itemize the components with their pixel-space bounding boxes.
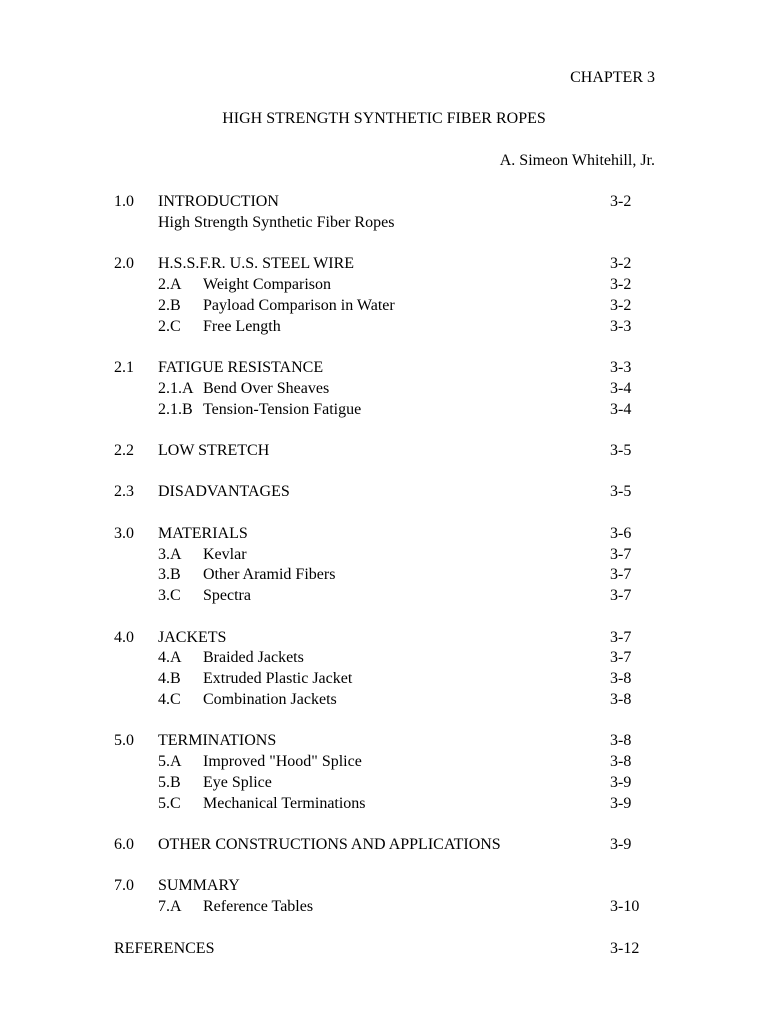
section-title: LOW STRETCH: [158, 441, 270, 459]
item-title: Tension-Tension Fatigue: [203, 400, 362, 418]
toc-item: [0, 897, 768, 918]
toc-item: [0, 752, 768, 773]
item-number: 5.B: [158, 773, 181, 791]
item-number: 2.B: [158, 296, 181, 314]
item-title: Weight Comparison: [203, 275, 332, 293]
toc-item: [0, 400, 768, 421]
item-title: Bend Over Sheaves: [203, 379, 330, 397]
page-number: 3-6: [610, 524, 632, 542]
section-number: 5.0: [114, 732, 134, 750]
section-title: INTRODUCTION: [158, 193, 279, 210]
toc-item: [0, 794, 768, 815]
page-number: 3-4: [610, 379, 632, 397]
page-number: 3-4: [610, 400, 632, 418]
item-number: 2.C: [158, 317, 181, 335]
page-number: 3-8: [610, 670, 632, 688]
item-title: Combination Jackets: [203, 690, 337, 708]
page-number: 3-8: [610, 732, 632, 750]
item-number: 3.B: [158, 566, 181, 584]
section-number: 1.0: [114, 193, 134, 210]
toc-section-2-1: [0, 358, 768, 379]
table-of-contents: [0, 192, 768, 959]
item-title: Payload Comparison in Water: [203, 296, 395, 314]
section-number: 6.0: [114, 836, 134, 854]
toc-item: [0, 275, 768, 296]
item-title: Free Length: [203, 317, 281, 335]
toc-item: [0, 317, 768, 338]
item-title: Reference Tables: [203, 898, 314, 916]
toc-section-7-0: [0, 876, 768, 897]
toc-section-1-0: [0, 192, 768, 213]
references-title: REFERENCES: [114, 939, 215, 957]
toc-section-2-0: [0, 254, 768, 275]
item-title: Spectra: [203, 587, 251, 605]
section-number: 4.0: [114, 628, 134, 646]
item-title: Extruded Plastic Jacket: [203, 670, 353, 688]
item-title: Braided Jackets: [203, 649, 304, 667]
toc-item: [0, 586, 768, 607]
section-number: 2.0: [114, 255, 134, 273]
item-number: 5.A: [158, 753, 182, 771]
page-number: 3-2: [610, 193, 632, 210]
page-number: 3-7: [610, 545, 632, 563]
item-number: 5.C: [158, 794, 181, 812]
section-title: DISADVANTAGES: [158, 483, 290, 501]
toc-section-3-0: [0, 524, 768, 545]
section-title: SUMMARY: [158, 877, 240, 895]
item-number: 2.1.B: [158, 400, 193, 418]
item-number: 3.A: [158, 545, 182, 563]
item-number: 4.A: [158, 649, 182, 667]
page-number: 3-3: [610, 358, 632, 376]
page-number: 3-9: [610, 794, 632, 812]
section-subtitle: High Strength Synthetic Fiber Ropes: [158, 213, 395, 231]
item-title: Mechanical Terminations: [203, 794, 366, 812]
item-number: 4.B: [158, 670, 181, 688]
toc-item: [0, 545, 768, 566]
page-number: 3-12: [610, 939, 640, 957]
section-number: 7.0: [114, 877, 134, 895]
page-number: 3-2: [610, 275, 632, 293]
section-title: TERMINATIONS: [158, 732, 277, 750]
page-number: 3-8: [610, 753, 632, 771]
section-title: H.S.S.F.R. U.S. STEEL WIRE: [158, 255, 355, 273]
section-title: FATIGUE RESISTANCE: [158, 358, 324, 376]
page-number: 3-7: [610, 649, 632, 667]
toc-item: [0, 379, 768, 400]
page-number: 3-10: [610, 898, 640, 916]
toc-section-2-3: [0, 482, 768, 503]
page-number: 3-5: [610, 441, 632, 459]
toc-item: [0, 773, 768, 794]
chapter-label: CHAPTER 3: [570, 69, 655, 86]
section-number: 2.3: [114, 483, 134, 501]
section-number: 3.0: [114, 524, 134, 542]
page-number: 3-9: [610, 773, 632, 791]
toc-section-6-0: [0, 835, 768, 856]
item-number: 2.A: [158, 275, 182, 293]
section-title: JACKETS: [158, 628, 227, 646]
page-number: 3-8: [610, 690, 632, 708]
document-title: HIGH STRENGTH SYNTHETIC FIBER ROPES: [222, 110, 546, 127]
item-number: 3.C: [158, 587, 181, 605]
page-number: 3-3: [610, 317, 632, 335]
page-number: 3-9: [610, 836, 632, 854]
section-number: 2.1: [114, 358, 134, 376]
section-title: MATERIALS: [158, 524, 248, 542]
toc-section-2-2: [0, 441, 768, 462]
toc-section-4-0: [0, 628, 768, 649]
item-title: Improved "Hood" Splice: [203, 753, 362, 771]
toc-item: [0, 690, 768, 711]
page-number: 3-7: [610, 566, 632, 584]
page-number: 3-7: [610, 628, 632, 646]
page-number: 3-7: [610, 587, 632, 605]
section-title: OTHER CONSTRUCTIONS AND APPLICATIONS: [158, 836, 501, 854]
toc-item: [0, 565, 768, 586]
toc-references: [0, 939, 768, 960]
item-title: Kevlar: [203, 545, 247, 563]
toc-item: [0, 296, 768, 317]
section-number: 2.2: [114, 441, 134, 459]
author-name: A. Simeon Whitehill, Jr.: [499, 152, 655, 169]
page-number: 3-2: [610, 296, 632, 314]
toc-item: [0, 669, 768, 690]
toc-item: [0, 648, 768, 669]
page-number: 3-2: [610, 255, 632, 273]
item-number: 2.1.A: [158, 379, 194, 397]
item-title: Eye Splice: [203, 773, 272, 791]
toc-subtitle: [0, 213, 768, 234]
page-number: 3-5: [610, 483, 632, 501]
item-title: Other Aramid Fibers: [203, 566, 336, 584]
item-number: 4.C: [158, 690, 181, 708]
toc-section-5-0: [0, 731, 768, 752]
item-number: 7.A: [158, 898, 182, 916]
